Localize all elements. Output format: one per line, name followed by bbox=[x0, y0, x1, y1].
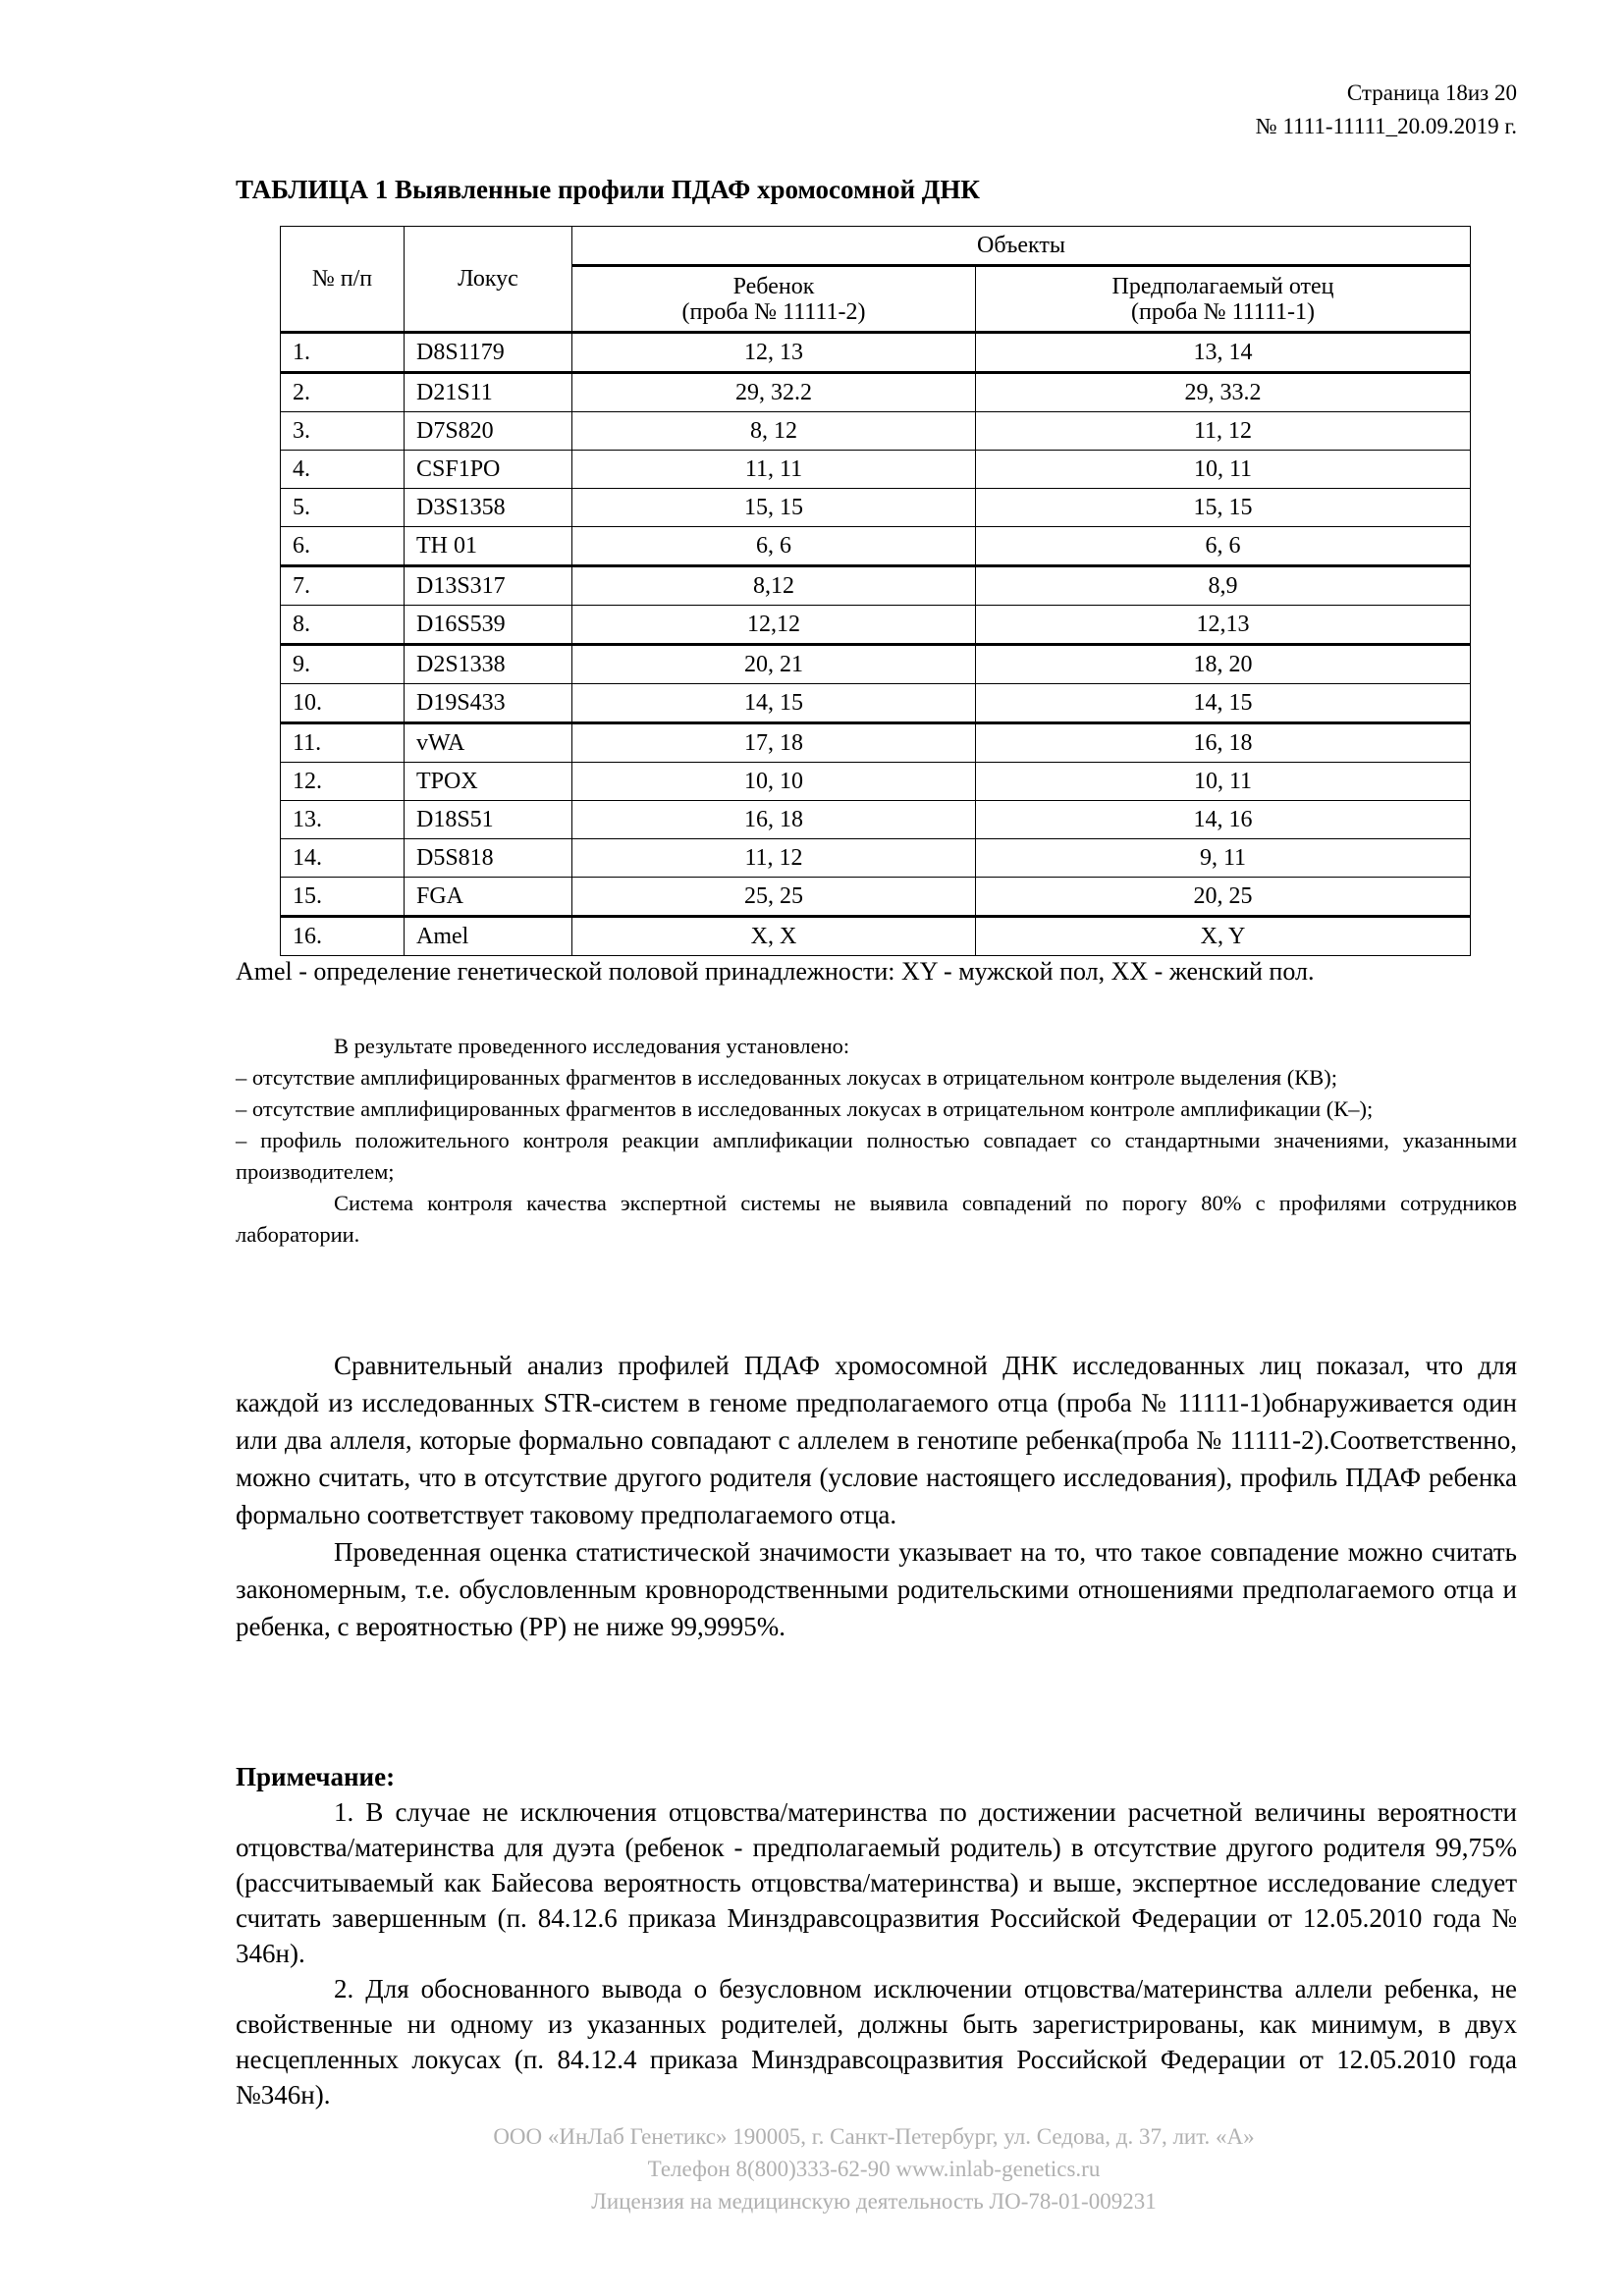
row-locus: D8S1179 bbox=[405, 333, 572, 373]
row-father-alleles: 15, 15 bbox=[976, 489, 1471, 527]
row-father-alleles: 11, 12 bbox=[976, 412, 1471, 451]
row-child-alleles: 6, 6 bbox=[572, 527, 976, 566]
result-item: – отсутствие амплифицированных фрагментов в исследованных локусах в отрицательном контроле выделения (КВ); bbox=[236, 1065, 1337, 1090]
row-father-alleles: 14, 15 bbox=[976, 684, 1471, 723]
remark-section bbox=[236, 1759, 1517, 2112]
col-father: Предполагаемый отец (проба № 11111-1) bbox=[976, 266, 1471, 333]
row-number: 12. bbox=[281, 763, 405, 801]
row-locus: TH 01 bbox=[405, 527, 572, 566]
table-row bbox=[281, 917, 1471, 956]
results-intro: В результате проведенного исследования установлено: bbox=[334, 1034, 850, 1058]
table-row bbox=[281, 373, 1471, 412]
row-number: 15. bbox=[281, 878, 405, 917]
row-number: 5. bbox=[281, 489, 405, 527]
page-footer bbox=[0, 2120, 1624, 2217]
col-locus: Локус bbox=[405, 227, 572, 333]
probability-paragraph: Проведенная оценка статистической значимости указывает на то, что такое совпадение можно считать закономерным, т.е. обусловленным кровнородственными родительскими отношениями предполагаемого отца и ребенка, с вероятностью (PP) не ниже 99,9995%. bbox=[236, 1537, 1517, 1641]
footer-contacts: Телефон 8(800)333-62-90 www.inlab-genetics.ru bbox=[647, 2157, 1101, 2181]
remark-item: 2. Для обоснованного вывода о безусловном исключении отцовства/материнства аллели ребенка, не свойственные ни одному из указанных родителей, должны быть зарегистрированы, как минимум, в двух несцепленных локусах (п. 84.12.4 приказа Минздравсоцразвития Российской Федерации от 12.05.2010 года №346н). bbox=[236, 1974, 1517, 2109]
row-child-alleles: 12, 13 bbox=[572, 333, 976, 373]
row-number: 1. bbox=[281, 333, 405, 373]
row-father-alleles: 16, 18 bbox=[976, 723, 1471, 763]
row-child-alleles: X, X bbox=[572, 917, 976, 956]
row-number: 11. bbox=[281, 723, 405, 763]
page-header bbox=[1256, 77, 1517, 143]
row-child-alleles: 20, 21 bbox=[572, 645, 976, 684]
row-child-alleles: 11, 12 bbox=[572, 839, 976, 878]
table-row bbox=[281, 489, 1471, 527]
row-father-alleles: 20, 25 bbox=[976, 878, 1471, 917]
row-number: 6. bbox=[281, 527, 405, 566]
row-child-alleles: 10, 10 bbox=[572, 763, 976, 801]
amel-note: Amel - определение генетической половой принадлежности: XY - мужской пол, XX - женский пол. bbox=[236, 957, 1315, 986]
row-number: 14. bbox=[281, 839, 405, 878]
row-number: 4. bbox=[281, 451, 405, 489]
row-father-alleles: 10, 11 bbox=[976, 451, 1471, 489]
row-father-alleles: 14, 16 bbox=[976, 801, 1471, 839]
row-child-alleles: 11, 11 bbox=[572, 451, 976, 489]
table-row bbox=[281, 333, 1471, 373]
conclusion-section bbox=[236, 1347, 1517, 1645]
row-child-alleles: 29, 32.2 bbox=[572, 373, 976, 412]
col-child: Ребенок (проба № 11111-2) bbox=[572, 266, 976, 333]
table-title: ТАБЛИЦА 1 Выявленные профили ПДАФ хромосомной ДНК bbox=[236, 175, 980, 204]
row-father-alleles: 18, 20 bbox=[976, 645, 1471, 684]
result-item: – профиль положительного контроля реакции амплификации полностью совпадает со стандартными значениями, указанными производителем; bbox=[236, 1128, 1517, 1184]
row-child-alleles: 12,12 bbox=[572, 606, 976, 645]
table-row bbox=[281, 527, 1471, 566]
footer-license: Лицензия на медицинскую деятельность ЛО-78-01-009231 bbox=[591, 2189, 1157, 2214]
row-father-alleles: 12,13 bbox=[976, 606, 1471, 645]
row-father-alleles: 29, 33.2 bbox=[976, 373, 1471, 412]
row-number: 9. bbox=[281, 645, 405, 684]
col-number: № п/п bbox=[281, 227, 405, 333]
quality-control-text: Система контроля качества экспертной системы не выявила совпадений по порогу 80% с профилями сотрудников лаборатории. bbox=[236, 1191, 1517, 1247]
table-row bbox=[281, 645, 1471, 684]
row-father-alleles: 10, 11 bbox=[976, 763, 1471, 801]
row-locus: TPOX bbox=[405, 763, 572, 801]
dna-profile-table bbox=[280, 226, 1471, 956]
table-row bbox=[281, 801, 1471, 839]
row-locus: D7S820 bbox=[405, 412, 572, 451]
row-locus: D5S818 bbox=[405, 839, 572, 878]
table-row bbox=[281, 451, 1471, 489]
row-child-alleles: 8, 12 bbox=[572, 412, 976, 451]
footer-address: ООО «ИнЛаб Генетикс» 190005, г. Санкт-Петербург, ул. Седова, д. 37, лит. «А» bbox=[493, 2124, 1255, 2149]
row-locus: FGA bbox=[405, 878, 572, 917]
document-number: № 1111-11111_20.09.2019 г. bbox=[1255, 114, 1517, 138]
row-locus: Amel bbox=[405, 917, 572, 956]
results-section bbox=[236, 1031, 1517, 1251]
row-number: 8. bbox=[281, 606, 405, 645]
table-row bbox=[281, 606, 1471, 645]
row-father-alleles: X, Y bbox=[976, 917, 1471, 956]
table-row bbox=[281, 839, 1471, 878]
row-locus: D16S539 bbox=[405, 606, 572, 645]
row-locus: CSF1PO bbox=[405, 451, 572, 489]
comparison-paragraph: Сравнительный анализ профилей ПДАФ хромосомной ДНК исследованных лиц показал, что для каждой из исследованных STR-систем в геноме предполагаемого отца (проба № 11111-1)обнаруживается один или два аллеля, которые формально совпадают с аллелем в генотипе ребенка(проба № 11111-2).Соответственно, можно считать, что в отсутствие другого родителя (условие настоящего исследования), профиль ПДАФ ребенка формально соответствует таковому предполагаемого отца. bbox=[236, 1351, 1517, 1529]
row-child-alleles: 16, 18 bbox=[572, 801, 976, 839]
table-row bbox=[281, 684, 1471, 723]
table-row bbox=[281, 412, 1471, 451]
table-row bbox=[281, 566, 1471, 606]
row-father-alleles: 13, 14 bbox=[976, 333, 1471, 373]
row-locus: D21S11 bbox=[405, 373, 572, 412]
remark-item: 1. В случае не исключения отцовства/материнства по достижении расчетной величины вероятности отцовства/материнства для дуэта (ребенок - предполагаемый родитель) в отсутствие другого родителя 99,75% (рассчитываемый как Байесова вероятность отцовства/материнства) и выше, экспертное исследование следует считать завершенным (п. 84.12.6 приказа Минздравсоцразвития Российской Федерации от 12.05.2010 года № 346н). bbox=[236, 1797, 1517, 1968]
row-locus: D13S317 bbox=[405, 566, 572, 606]
row-father-alleles: 6, 6 bbox=[976, 527, 1471, 566]
result-item: – отсутствие амплифицированных фрагментов в исследованных локусах в отрицательном контроле амплификации (К–); bbox=[236, 1096, 1374, 1121]
row-number: 2. bbox=[281, 373, 405, 412]
table-row bbox=[281, 763, 1471, 801]
row-number: 13. bbox=[281, 801, 405, 839]
row-locus: D18S51 bbox=[405, 801, 572, 839]
col-objects: Объекты bbox=[572, 227, 1471, 266]
row-child-alleles: 25, 25 bbox=[572, 878, 976, 917]
row-number: 3. bbox=[281, 412, 405, 451]
row-number: 7. bbox=[281, 566, 405, 606]
row-child-alleles: 15, 15 bbox=[572, 489, 976, 527]
row-number: 16. bbox=[281, 917, 405, 956]
row-father-alleles: 9, 11 bbox=[976, 839, 1471, 878]
table-row bbox=[281, 723, 1471, 763]
page-number: Страница 18из 20 bbox=[1346, 80, 1517, 105]
row-father-alleles: 8,9 bbox=[976, 566, 1471, 606]
row-child-alleles: 8,12 bbox=[572, 566, 976, 606]
table-row bbox=[281, 878, 1471, 917]
row-locus: D2S1338 bbox=[405, 645, 572, 684]
row-locus: D3S1358 bbox=[405, 489, 572, 527]
row-locus: D19S433 bbox=[405, 684, 572, 723]
row-child-alleles: 14, 15 bbox=[572, 684, 976, 723]
row-child-alleles: 17, 18 bbox=[572, 723, 976, 763]
row-number: 10. bbox=[281, 684, 405, 723]
row-locus: vWA bbox=[405, 723, 572, 763]
remark-heading: Примечание: bbox=[236, 1762, 396, 1791]
